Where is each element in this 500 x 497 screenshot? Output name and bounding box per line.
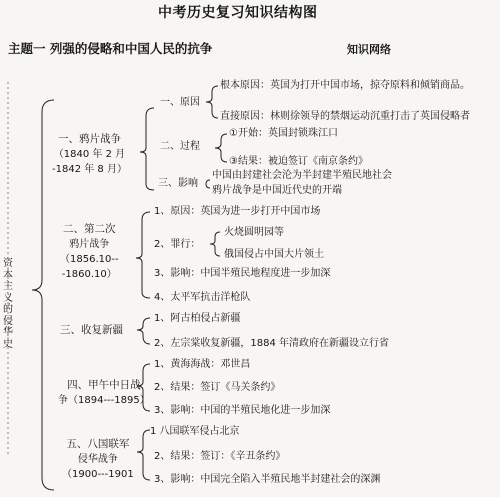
section-2-crime-1: 火烧圆明园等 xyxy=(224,227,284,238)
section-1-process-item-2: ③结果：被迫签订《南京条约》 xyxy=(229,156,368,167)
section-5-item-1: 1 八国联军侵占北京 xyxy=(150,426,240,437)
brace-cause xyxy=(206,86,218,118)
section-4-line-1: 四、甲午中日战 xyxy=(67,379,141,391)
section-2-item-1: 1、原因：英国为进一步打开中国市场 xyxy=(154,206,321,217)
brace-section-2 xyxy=(136,212,150,298)
section-5-line-2: 侵华战争 xyxy=(77,454,118,465)
section-3-line-1: 三、收复新疆 xyxy=(60,324,123,336)
section-2-label xyxy=(60,222,119,282)
section-5-line-3: （1900---1901 xyxy=(62,469,134,480)
section-5-line-1: 五、八国联军 xyxy=(66,438,130,450)
brace-section-1 xyxy=(140,108,154,190)
section-1-process-label: 二、过程 xyxy=(160,141,200,152)
section-4-label xyxy=(58,378,150,408)
section-1-process-item-1: ①开始：英国封锁珠江口 xyxy=(229,128,338,139)
section-5-item-2: 2、结果：签订：《辛丑条约》 xyxy=(154,451,286,462)
section-2-line-3: （1856.10-- xyxy=(60,254,119,265)
section-1-impact-item-2: 鸦片战争是中国近代史的开端 xyxy=(212,185,342,196)
section-3-label xyxy=(60,323,123,338)
brace-section-5 xyxy=(137,430,150,480)
section-5-label xyxy=(62,437,134,482)
section-1-label xyxy=(52,132,127,177)
section-1-cause-item-1: 根本原因：英国为打开中国市场，掠夺原料和倾销商品。 xyxy=(220,80,470,91)
section-1-impact-label: 三、影响 xyxy=(158,178,198,189)
section-2-item-2: 2、罪行： xyxy=(154,239,201,250)
master-brace xyxy=(32,100,54,490)
section-2-item-3: 3、影响：中国半殖民地程度进一步加深 xyxy=(154,268,331,279)
brace-crimes xyxy=(210,232,220,256)
section-1-cause-label: 一、原因 xyxy=(160,97,200,108)
brace-process xyxy=(215,134,227,162)
section-5-item-3: 3、影响：中国完全陷入半殖民地半封建社会的深渊 xyxy=(154,474,381,485)
section-3-item-2: 2、左宗棠收复新疆，1884 年清政府在新疆设立行省 xyxy=(154,338,389,349)
section-4-item-1: 1、黄海海战：邓世昌 xyxy=(154,359,251,370)
section-3-item-1: 1、阿古柏侵占新疆 xyxy=(154,313,241,324)
section-4-line-2: 争（1894---1895） xyxy=(58,395,150,406)
section-1-impact-item-1: 中国由封建社会沦为半封建半殖民地社会 xyxy=(212,170,392,181)
section-2-line-1: 二、第二次 xyxy=(63,223,116,235)
knowledge-network-label: 知识网络 xyxy=(347,43,391,56)
brace-impact xyxy=(206,180,210,188)
vertical-history-label: 资本主义的侵华史 xyxy=(3,258,13,350)
section-2-line-4: -1860.10） xyxy=(61,269,117,280)
section-2-crime-2: 俄国侵占中国大片领土 xyxy=(224,249,324,260)
section-1-line-2: （1840 年 2 月 xyxy=(53,149,126,160)
section-1-line-3: -1842 年 8 月） xyxy=(52,164,127,175)
page-title: 中考历史复习知识结构图 xyxy=(158,5,318,21)
brace-section-3 xyxy=(137,318,150,344)
section-2-line-2: 鸦片战争 xyxy=(69,239,110,250)
theme-heading: 主题一 列强的侵略和中国人民的抗争 xyxy=(8,41,213,56)
section-2-item-4: 4、太平军抗击洋枪队 xyxy=(154,292,251,303)
section-4-item-2: 2、结果：签订《马关条约》 xyxy=(154,382,281,393)
section-1-cause-item-2: 直接原因：林则徐领导的禁烟运动沉重打击了英国侵略者 xyxy=(220,111,470,122)
section-4-item-3: 3、影响：中国的半殖民地化进一步加深 xyxy=(154,405,331,416)
section-1-line-1: 一、鸦片战争 xyxy=(57,133,121,145)
